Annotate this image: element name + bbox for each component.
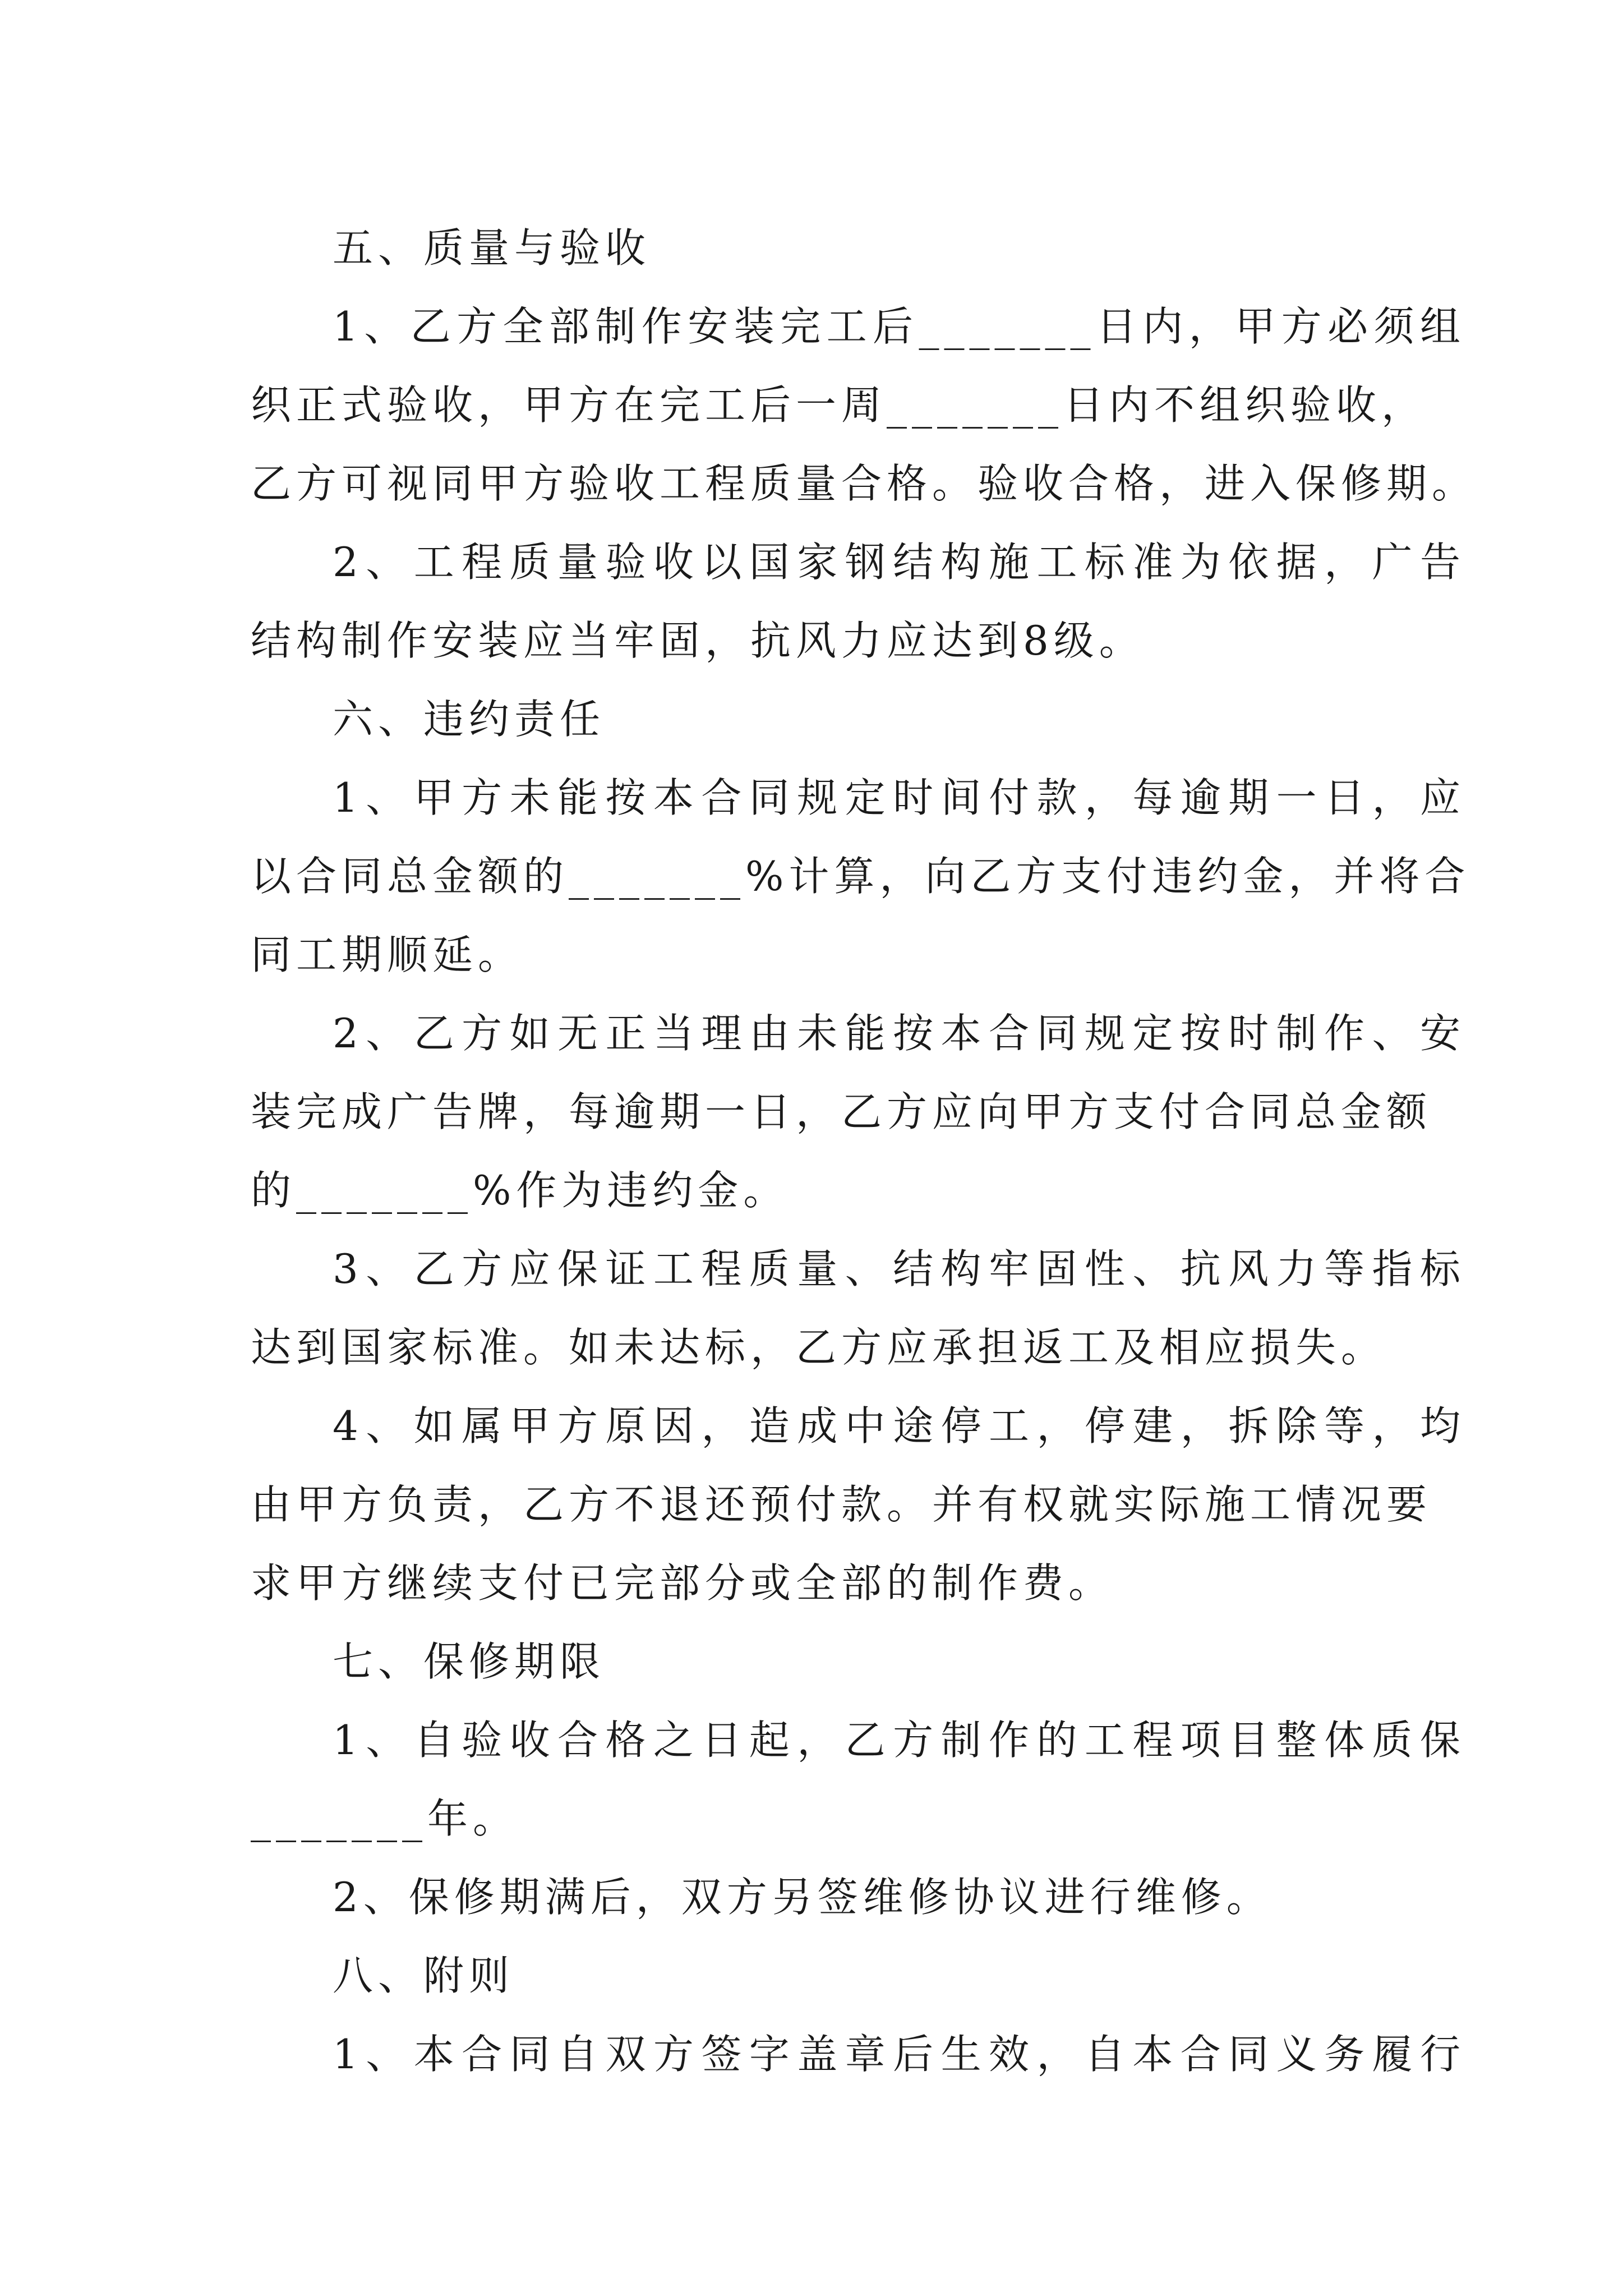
paragraph-line: 1、甲方未能按本合同规定时间付款，每逾期一日，应: [333, 774, 1465, 821]
paragraph-line: 的_______%作为违约金。: [251, 1167, 789, 1214]
paragraph-line: 乙方可视同甲方验收工程质量合格。验收合格，进入保修期。: [251, 460, 1478, 507]
document-body: [251, 209, 1478, 2093]
paragraph-line: 1、本合同自双方签字盖章后生效，自本合同义务履行: [333, 2031, 1465, 2078]
paragraph-line: 3、乙方应保证工程质量、结构牢固性、抗风力等指标: [333, 1245, 1465, 1292]
section-heading-supplementary: 八、附则: [333, 1952, 515, 1999]
paragraph-line: 求甲方继续支付已完部分或全部的制作费。: [251, 1559, 1114, 1607]
paragraph-line: 1、自验收合格之日起，乙方制作的工程项目整体质保: [333, 1717, 1465, 1764]
paragraph-line: _______年。: [251, 1795, 519, 1842]
section-heading-warranty: 七、保修期限: [333, 1638, 606, 1685]
paragraph-line: 2、保修期满后，双方另签维修协议进行维修。: [333, 1874, 1272, 1921]
section-heading-quality: 五、质量与验收: [333, 224, 651, 272]
paragraph-line: 4、如属甲方原因，造成中途停工，停建，拆除等，均: [333, 1402, 1465, 1450]
paragraph-line: 1、乙方全部制作安装完工后_______日内，甲方必须组: [333, 303, 1465, 350]
paragraph-line: 装完成广告牌，每逾期一日，乙方应向甲方支付合同总金额: [251, 1088, 1432, 1135]
paragraph-line: 结构制作安装应当牢固，抗风力应达到8级。: [251, 617, 1145, 664]
section-heading-liability: 六、违约责任: [333, 696, 606, 743]
paragraph-line: 2、乙方如无正当理由未能按本合同规定按时制作、安: [333, 1010, 1465, 1057]
paragraph-line: 织正式验收，甲方在完工后一周_______日内不组织验收，: [251, 381, 1427, 429]
paragraph-line: 由甲方负责，乙方不退还预付款。并有权就实际施工情况要: [251, 1481, 1432, 1528]
paragraph-line: 2、工程质量验收以国家钢结构施工标准为依据，广告: [333, 539, 1465, 586]
paragraph-line: 达到国家标准。如未达标，乙方应承担返工及相应损失。: [251, 1324, 1387, 1371]
paragraph-line: 以合同总金额的_______%计算，向乙方支付违约金，并将合: [251, 853, 1470, 900]
paragraph-line: 同工期顺延。: [251, 931, 524, 978]
